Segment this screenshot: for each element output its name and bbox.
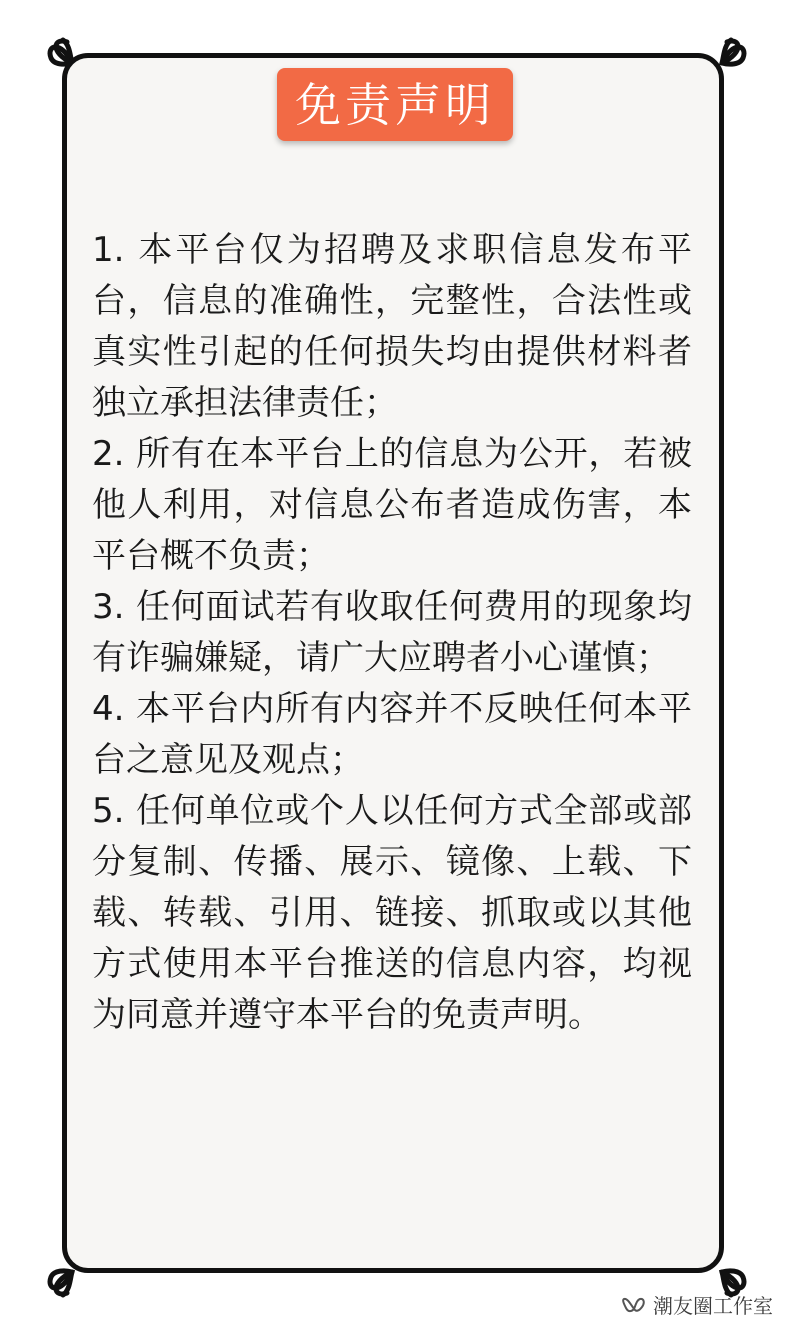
clause-3: 3. 任何面试若有收取任何费用的现象均有诈骗嫌疑，请广大应聘者小心谨慎； (92, 587, 692, 678)
clause-5: 5. 任何单位或个人以任何方式全部或部分复制、传播、展示、镜像、上载、下载、转载、引用、链接、抓取或以其他方式使用本平台推送的信息内容，均视为同意并遵守本平台的免责声明。 (92, 791, 692, 1035)
watermark (621, 1290, 773, 1319)
clause-4: 4. 本平台内所有内容并不反映任何本平台之意见及观点； (92, 689, 692, 780)
watermark-text: 潮友圈工作室 (653, 1294, 773, 1318)
disclaimer-body (92, 225, 692, 1041)
title-badge (277, 68, 513, 141)
wechat-channel-icon (621, 1295, 647, 1315)
clause-2: 2. 所有在本平台上的信息为公开，若被他人利用，对信息公布者造成伤害，本平台概不负责； (92, 434, 692, 576)
clause-1: 1. 本平台仅为招聘及求职信息发布平台，信息的准确性，完整性，合法性或真实性引起的任何损失均由提供材料者独立承担法律责任； (92, 230, 692, 423)
page-title: 免责声明 (295, 77, 495, 132)
